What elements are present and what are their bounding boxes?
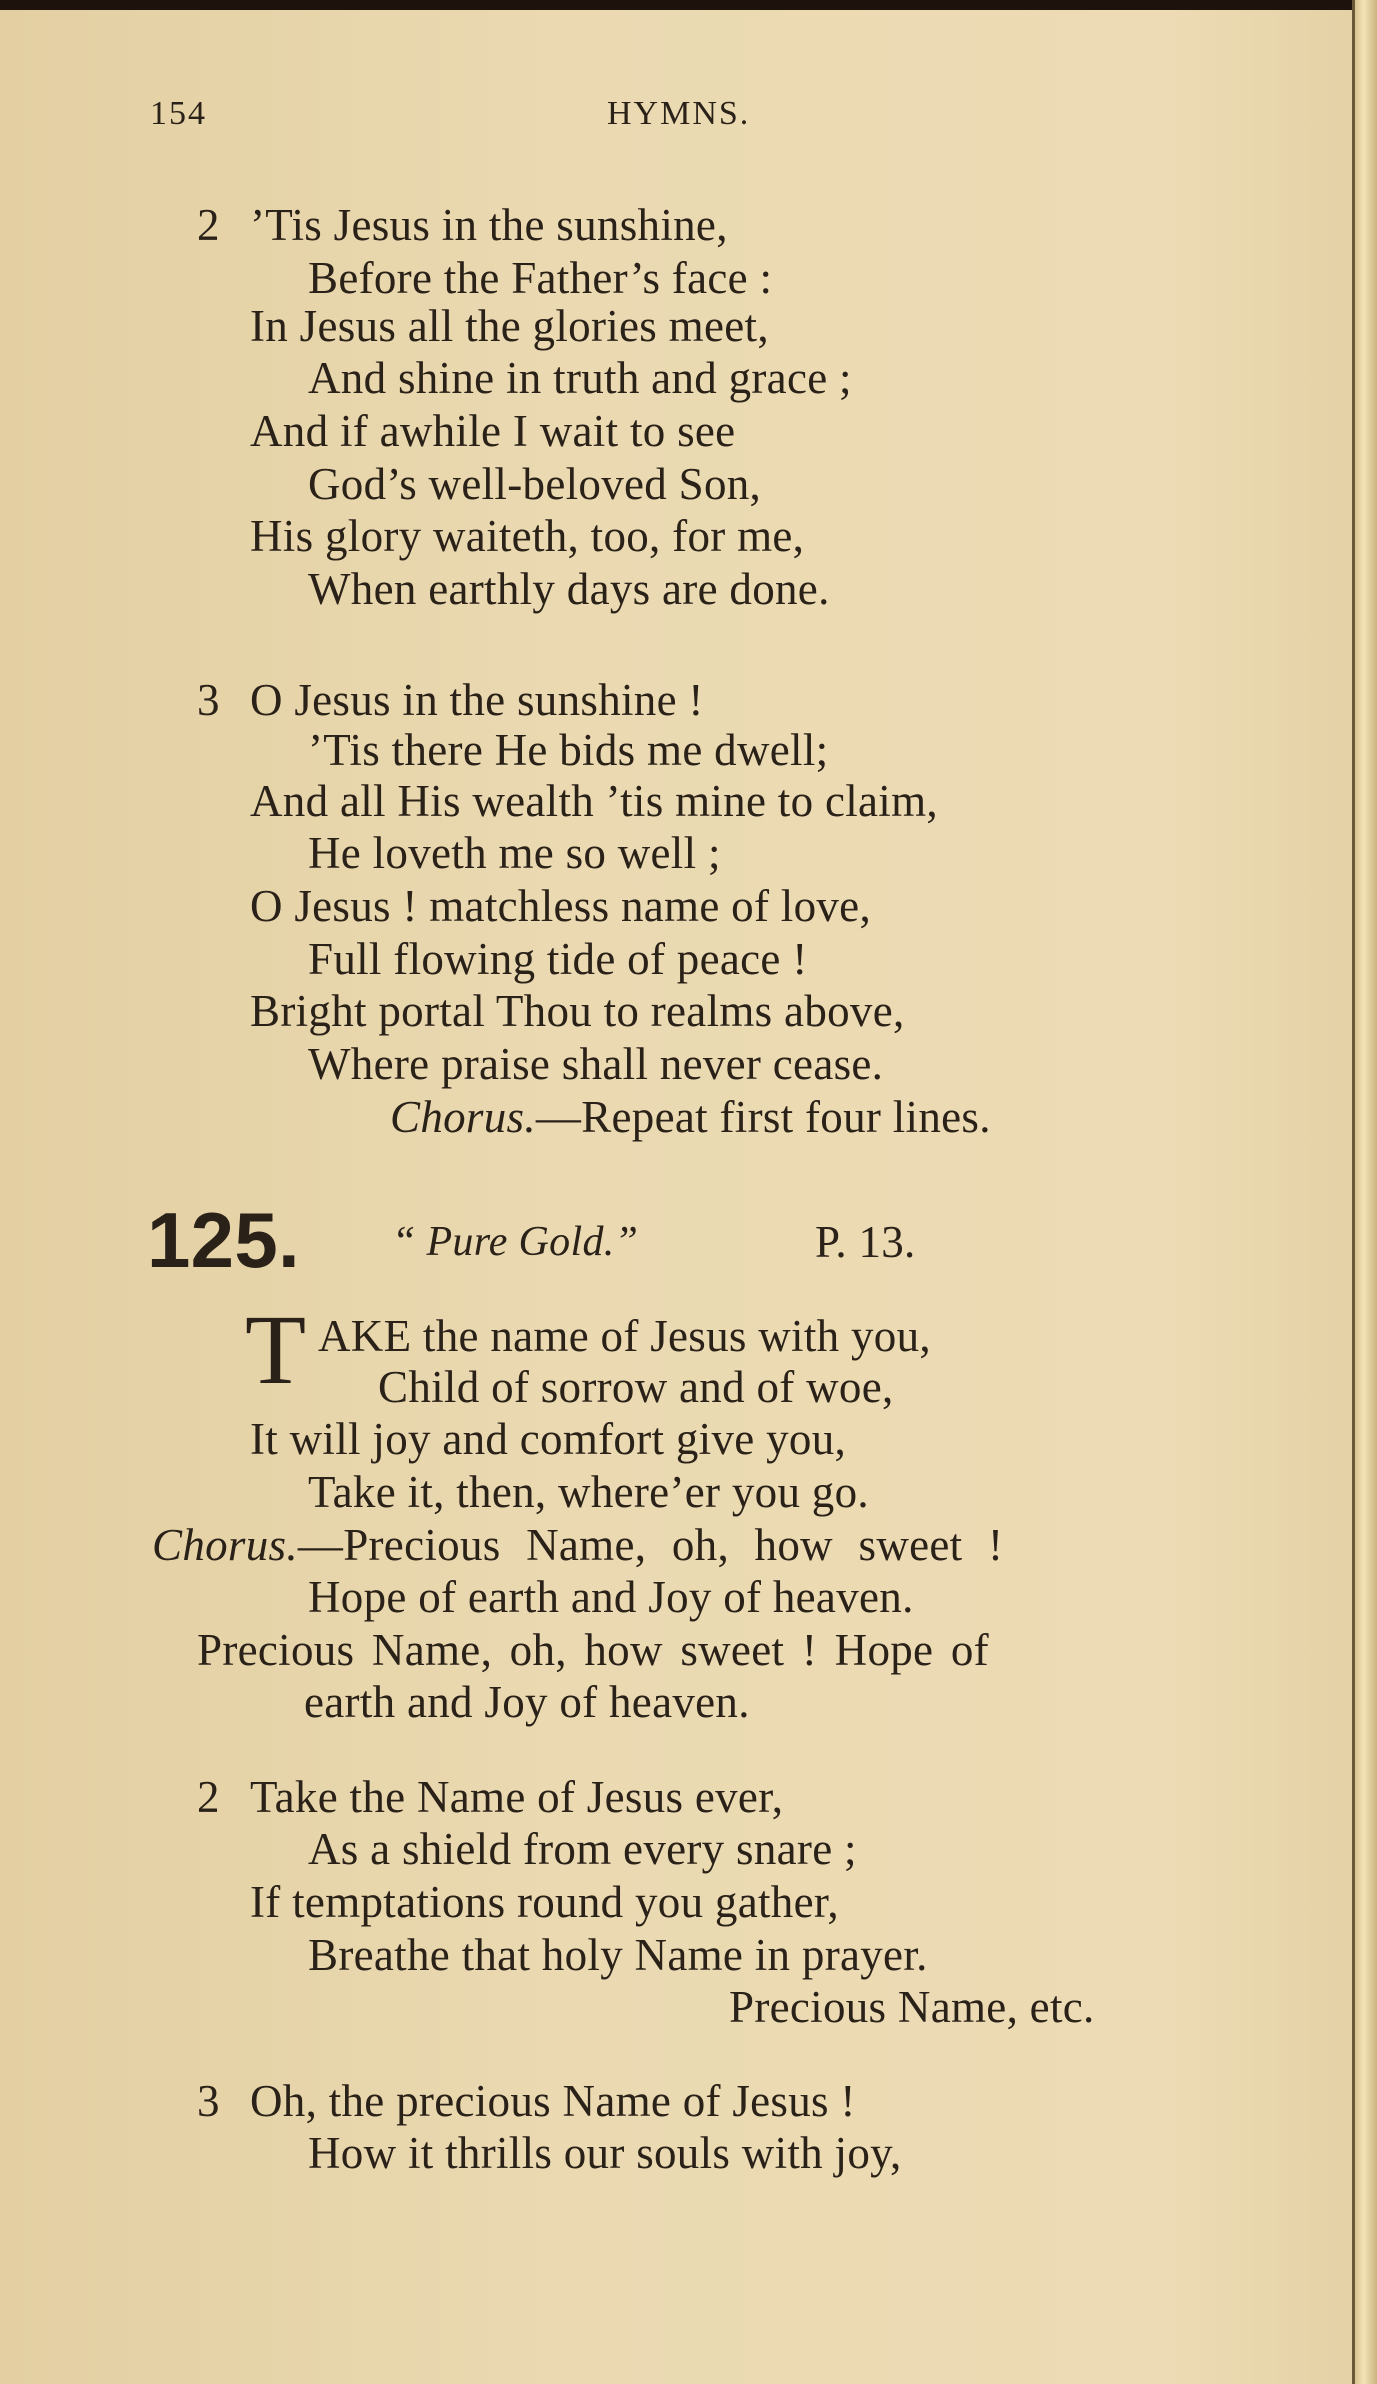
chorus-instruction: —Repeat first four lines. xyxy=(535,1092,991,1142)
verse-line: As a shield from every snare ; xyxy=(308,1824,857,1874)
verse-line: Take it, then, where’er you go. xyxy=(308,1467,869,1517)
verse-line: Full flowing tide of peace ! xyxy=(308,934,808,984)
verse-line: God’s well-beloved Son, xyxy=(308,459,762,509)
stanza-number: 2 xyxy=(197,200,220,250)
verse-line: O Jesus in the sunshine ! xyxy=(250,675,704,725)
hymn-number: 125. xyxy=(147,1196,301,1284)
chorus-line: earth and Joy of heaven. xyxy=(304,1677,750,1727)
stanza-number: 3 xyxy=(197,675,220,725)
tune-name xyxy=(392,1212,638,1272)
chorus-label: Chorus. xyxy=(390,1092,536,1142)
refrain-line: Precious Name, etc. xyxy=(729,1982,1095,2032)
chorus-line: Hope of earth and Joy of heaven. xyxy=(308,1572,914,1622)
chorus-label: Chorus. xyxy=(152,1520,298,1570)
verse-line: Before the Father’s face : xyxy=(308,253,773,303)
verse-line: And all His wealth ’tis mine to claim, xyxy=(250,776,938,826)
verse-line: His glory waiteth, too, for me, xyxy=(250,511,805,561)
verse-line: Oh, the precious Name of Jesus ! xyxy=(250,2076,856,2126)
verse-line: AKE the name of Jesus with you, xyxy=(318,1311,931,1361)
verse-line: And if awhile I wait to see xyxy=(250,406,736,456)
running-title: HYMNS. xyxy=(607,95,751,132)
chorus-line: Precious Name, oh, how sweet ! Hope of xyxy=(197,1625,989,1675)
verse-line: He loveth me so well ; xyxy=(308,828,721,878)
verse-line: Where praise shall never cease. xyxy=(308,1039,884,1089)
page-right-edge xyxy=(1355,0,1377,2384)
page-top-edge xyxy=(0,0,1377,10)
verse-line: ’Tis Jesus in the sunshine, xyxy=(250,200,728,250)
verse-line: Take the Name of Jesus ever, xyxy=(250,1772,784,1822)
stanza-number: 3 xyxy=(197,2076,220,2126)
chorus-text: —Precious Name, oh, how sweet ! xyxy=(297,1520,1004,1570)
verse-line: And shine in truth and grace ; xyxy=(308,353,852,403)
verse-line: Breathe that holy Name in prayer. xyxy=(308,1930,928,1980)
verse-line: Bright portal Thou to realms above, xyxy=(250,986,905,1036)
verse-line: In Jesus all the glories meet, xyxy=(250,301,769,351)
verse-line: Child of sorrow and of woe, xyxy=(378,1362,894,1412)
page-number: 154 xyxy=(150,95,207,132)
chorus-note xyxy=(390,1087,991,1147)
drop-cap: T xyxy=(245,1294,307,1405)
tune-title: “ Pure Gold.” xyxy=(392,1219,639,1265)
verse-line: O Jesus ! matchless name of love, xyxy=(250,881,872,931)
verse-line: When earthly days are done. xyxy=(308,564,830,614)
verse-line: If temptations round you gather, xyxy=(250,1877,839,1927)
verse-line: How it thrills our souls with joy, xyxy=(308,2128,902,2178)
verse-line: It will joy and comfort give you, xyxy=(250,1414,847,1464)
page-reference: P. 13. xyxy=(815,1217,916,1267)
chorus-line xyxy=(152,1515,1003,1575)
verse-line: ’Tis there He bids me dwell; xyxy=(308,725,829,775)
stanza-number: 2 xyxy=(197,1772,220,1822)
